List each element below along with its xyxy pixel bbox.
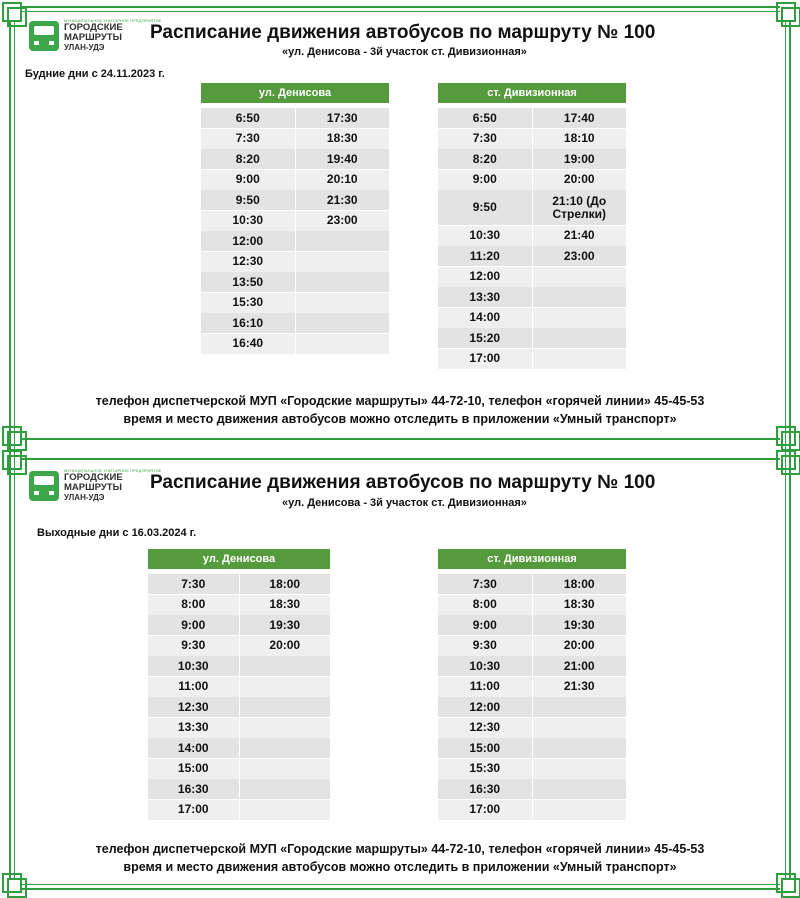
- footer-app-line: время и место движения автобусов можно отследить в приложении «Умный транспорт»: [123, 412, 677, 426]
- table-row: [438, 697, 626, 717]
- table-row: [148, 718, 330, 738]
- table-row: [438, 170, 626, 190]
- time-cell-second-column: [296, 313, 390, 333]
- time-cell-first-column: 12:30: [201, 252, 295, 272]
- weekday-sheet: [0, 0, 800, 438]
- time-cell-first-column: 13:50: [201, 272, 295, 292]
- logo-name-line1: ГОРОДСКИЕ: [64, 472, 123, 483]
- table-row: [148, 697, 330, 717]
- time-cell-first-column: 12:00: [438, 267, 532, 287]
- time-cell-second-column: 18:10: [533, 129, 627, 149]
- time-cell-first-column: 11:20: [438, 246, 532, 266]
- time-cell-second-column: [296, 334, 390, 354]
- time-cell-second-column: [296, 231, 390, 251]
- time-cell-first-column: 12:30: [148, 697, 239, 717]
- logo-name: [64, 473, 134, 503]
- bus-icon: [29, 471, 59, 501]
- logo-tagline: МУНИЦИПАЛЬНОЕ УНИТАРНОЕ ПРЕДПРИЯТИЕ: [64, 18, 162, 23]
- time-cell-first-column: 17:00: [148, 800, 239, 820]
- table-row: [201, 293, 389, 313]
- time-cell-second-column: 21:10 (До Стрелки): [533, 190, 627, 225]
- table-header: ул. Денисова: [201, 83, 389, 103]
- time-cell-second-column: [296, 272, 390, 292]
- company-logo: [29, 468, 162, 504]
- table-row: [438, 800, 626, 820]
- table-row: [148, 738, 330, 758]
- table-row: [438, 636, 626, 656]
- time-cell-second-column: [240, 779, 331, 799]
- weekend-table-denisova: [148, 549, 330, 820]
- table-row: [438, 226, 626, 246]
- time-cell-first-column: 8:00: [148, 595, 239, 615]
- time-cell-second-column: 21:40: [533, 226, 627, 246]
- weekday-table-denisova: [201, 83, 389, 354]
- time-cell-first-column: 12:00: [438, 697, 532, 717]
- time-cell-second-column: 18:00: [533, 574, 627, 594]
- table-row: [201, 211, 389, 231]
- time-cell-first-column: 9:30: [148, 636, 239, 656]
- time-cell-second-column: 19:30: [533, 615, 627, 635]
- table-row: [438, 267, 626, 287]
- table-row: [438, 779, 626, 799]
- time-cell-first-column: 15:30: [438, 759, 532, 779]
- time-cell-second-column: [240, 759, 331, 779]
- time-cell-second-column: 18:30: [240, 595, 331, 615]
- page-title: Расписание движения автобусов по маршруту № 100: [150, 22, 656, 43]
- logo-name: [64, 23, 134, 53]
- table-row: [438, 149, 626, 169]
- time-cell-first-column: 11:00: [148, 677, 239, 697]
- time-cell-first-column: 10:30: [438, 226, 532, 246]
- time-cell-first-column: 9:30: [438, 636, 532, 656]
- time-cell-second-column: [533, 308, 627, 328]
- table-row: [438, 615, 626, 635]
- table-row: [438, 595, 626, 615]
- time-cell-first-column: 12:30: [438, 718, 532, 738]
- time-cell-first-column: 11:00: [438, 677, 532, 697]
- table-row: [201, 334, 389, 354]
- time-cell-first-column: 16:30: [438, 779, 532, 799]
- time-cell-second-column: 20:00: [533, 636, 627, 656]
- time-cell-first-column: 13:30: [438, 287, 532, 307]
- route-subtitle: «ул. Денисова - 3й участок ст. Дивизионная»: [282, 46, 527, 58]
- time-cell-second-column: [240, 800, 331, 820]
- time-cell-second-column: [296, 252, 390, 272]
- table-row: [148, 574, 330, 594]
- time-cell-second-column: [533, 287, 627, 307]
- time-cell-first-column: 15:00: [148, 759, 239, 779]
- time-cell-first-column: 17:00: [438, 800, 532, 820]
- time-cell-second-column: [240, 697, 331, 717]
- time-cell-second-column: [533, 328, 627, 348]
- time-cell-first-column: 10:30: [148, 656, 239, 676]
- time-cell-first-column: 9:00: [148, 615, 239, 635]
- footer-phone-line: телефон диспетчерской МУП «Городские маршруты» 44-72-10, телефон «горячей линии» 45-45-53: [95, 394, 705, 408]
- time-cell-second-column: 23:00: [296, 211, 390, 231]
- table-row: [201, 170, 389, 190]
- table-row: [148, 595, 330, 615]
- table-row: [148, 677, 330, 697]
- table-header: ул. Денисова: [148, 549, 330, 569]
- bus-icon: [29, 21, 59, 51]
- time-cell-first-column: 8:20: [201, 149, 295, 169]
- table-row: [148, 636, 330, 656]
- time-cell-second-column: 21:30: [296, 190, 390, 210]
- time-cell-second-column: [240, 738, 331, 758]
- table-row: [438, 574, 626, 594]
- table-row: [438, 656, 626, 676]
- time-cell-second-column: [533, 718, 627, 738]
- time-cell-first-column: 6:50: [201, 108, 295, 128]
- time-cell-second-column: 21:30: [533, 677, 627, 697]
- time-cell-second-column: [533, 267, 627, 287]
- table-row: [438, 677, 626, 697]
- table-body: [201, 108, 389, 354]
- time-cell-first-column: 7:30: [438, 574, 532, 594]
- company-logo: [29, 18, 162, 54]
- footer-app-line: время и место движения автобусов можно отследить в приложении «Умный транспорт»: [123, 860, 677, 874]
- time-cell-first-column: 7:30: [201, 129, 295, 149]
- table-row: [201, 129, 389, 149]
- time-cell-second-column: 20:00: [240, 636, 331, 656]
- table-row: [201, 231, 389, 251]
- table-body: [438, 108, 626, 369]
- frame-middle-line: [20, 438, 780, 440]
- table-row: [148, 779, 330, 799]
- logo-name-line2: МАРШРУТЫ: [64, 482, 122, 493]
- time-cell-second-column: [533, 759, 627, 779]
- time-cell-second-column: 17:40: [533, 108, 627, 128]
- time-cell-first-column: 10:30: [201, 211, 295, 231]
- logo-name-line1: ГОРОДСКИЕ: [64, 22, 123, 33]
- footer-contacts: [0, 392, 800, 428]
- time-cell-second-column: 18:00: [240, 574, 331, 594]
- route-subtitle: «ул. Денисова - 3й участок ст. Дивизионная»: [282, 497, 527, 509]
- table-row: [438, 129, 626, 149]
- table-row: [438, 738, 626, 758]
- time-cell-first-column: 10:30: [438, 656, 532, 676]
- table-row: [148, 615, 330, 635]
- table-header: ст. Дивизионная: [438, 83, 626, 103]
- time-cell-first-column: 7:30: [148, 574, 239, 594]
- time-cell-first-column: 6:50: [438, 108, 532, 128]
- time-cell-first-column: 17:00: [438, 349, 532, 369]
- weekend-sheet: [0, 460, 800, 890]
- time-cell-second-column: 20:10: [296, 170, 390, 190]
- time-cell-first-column: 9:50: [201, 190, 295, 210]
- footer-contacts: [0, 840, 800, 876]
- time-cell-first-column: 14:00: [148, 738, 239, 758]
- logo-name-line2: МАРШРУТЫ: [64, 32, 122, 43]
- time-cell-second-column: 19:00: [533, 149, 627, 169]
- table-row: [201, 252, 389, 272]
- table-row: [438, 328, 626, 348]
- time-cell-first-column: 16:10: [201, 313, 295, 333]
- time-cell-first-column: 8:20: [438, 149, 532, 169]
- table-row: [201, 149, 389, 169]
- time-cell-first-column: 13:30: [148, 718, 239, 738]
- time-cell-second-column: 18:30: [296, 129, 390, 149]
- time-cell-second-column: 20:00: [533, 170, 627, 190]
- table-row: [201, 108, 389, 128]
- table-row: [201, 313, 389, 333]
- time-cell-first-column: 7:30: [438, 129, 532, 149]
- time-cell-second-column: [533, 738, 627, 758]
- time-cell-second-column: 21:00: [533, 656, 627, 676]
- table-row: [148, 800, 330, 820]
- table-row: [438, 759, 626, 779]
- weekday-table-divizionnaya: [438, 83, 626, 369]
- time-cell-first-column: 14:00: [438, 308, 532, 328]
- weekday-period: Будние дни с 24.11.2023 г.: [25, 68, 165, 80]
- time-cell-second-column: 19:40: [296, 149, 390, 169]
- table-row: [201, 272, 389, 292]
- time-cell-first-column: 16:30: [148, 779, 239, 799]
- table-row: [438, 108, 626, 128]
- table-row: [438, 349, 626, 369]
- footer-phone-line: телефон диспетчерской МУП «Городские маршруты» 44-72-10, телефон «горячей линии» 45-45-53: [95, 842, 705, 856]
- table-row: [201, 190, 389, 210]
- table-row: [438, 287, 626, 307]
- weekend-table-divizionnaya: [438, 549, 626, 820]
- time-cell-second-column: [533, 800, 627, 820]
- time-cell-second-column: [296, 293, 390, 313]
- time-cell-second-column: 19:30: [240, 615, 331, 635]
- time-cell-second-column: [533, 349, 627, 369]
- time-cell-second-column: 23:00: [533, 246, 627, 266]
- time-cell-first-column: 16:40: [201, 334, 295, 354]
- time-cell-second-column: [240, 677, 331, 697]
- time-cell-first-column: 9:00: [438, 615, 532, 635]
- time-cell-second-column: [533, 697, 627, 717]
- time-cell-second-column: [240, 718, 331, 738]
- time-cell-first-column: 9:00: [438, 170, 532, 190]
- table-body: [148, 574, 330, 820]
- logo-name-line3: УЛАН-УДЭ: [64, 493, 105, 502]
- table-row: [438, 190, 626, 225]
- time-cell-second-column: [533, 779, 627, 799]
- table-row: [438, 718, 626, 738]
- time-cell-first-column: 9:50: [438, 190, 532, 225]
- time-cell-second-column: [240, 656, 331, 676]
- time-cell-second-column: 18:30: [533, 595, 627, 615]
- time-cell-first-column: 15:00: [438, 738, 532, 758]
- time-cell-first-column: 8:00: [438, 595, 532, 615]
- time-cell-first-column: 9:00: [201, 170, 295, 190]
- table-row: [438, 308, 626, 328]
- table-row: [438, 246, 626, 266]
- page-title: Расписание движения автобусов по маршруту № 100: [150, 472, 656, 493]
- table-row: [148, 656, 330, 676]
- table-body: [438, 574, 626, 820]
- logo-name-line3: УЛАН-УДЭ: [64, 43, 105, 52]
- time-cell-first-column: 15:20: [438, 328, 532, 348]
- weekend-period: Выходные дни с 16.03.2024 г.: [37, 527, 197, 539]
- table-header: ст. Дивизионная: [438, 549, 626, 569]
- time-cell-first-column: 15:30: [201, 293, 295, 313]
- logo-tagline: МУНИЦИПАЛЬНОЕ УНИТАРНОЕ ПРЕДПРИЯТИЕ: [64, 468, 162, 473]
- time-cell-second-column: 17:30: [296, 108, 390, 128]
- time-cell-first-column: 12:00: [201, 231, 295, 251]
- table-row: [148, 759, 330, 779]
